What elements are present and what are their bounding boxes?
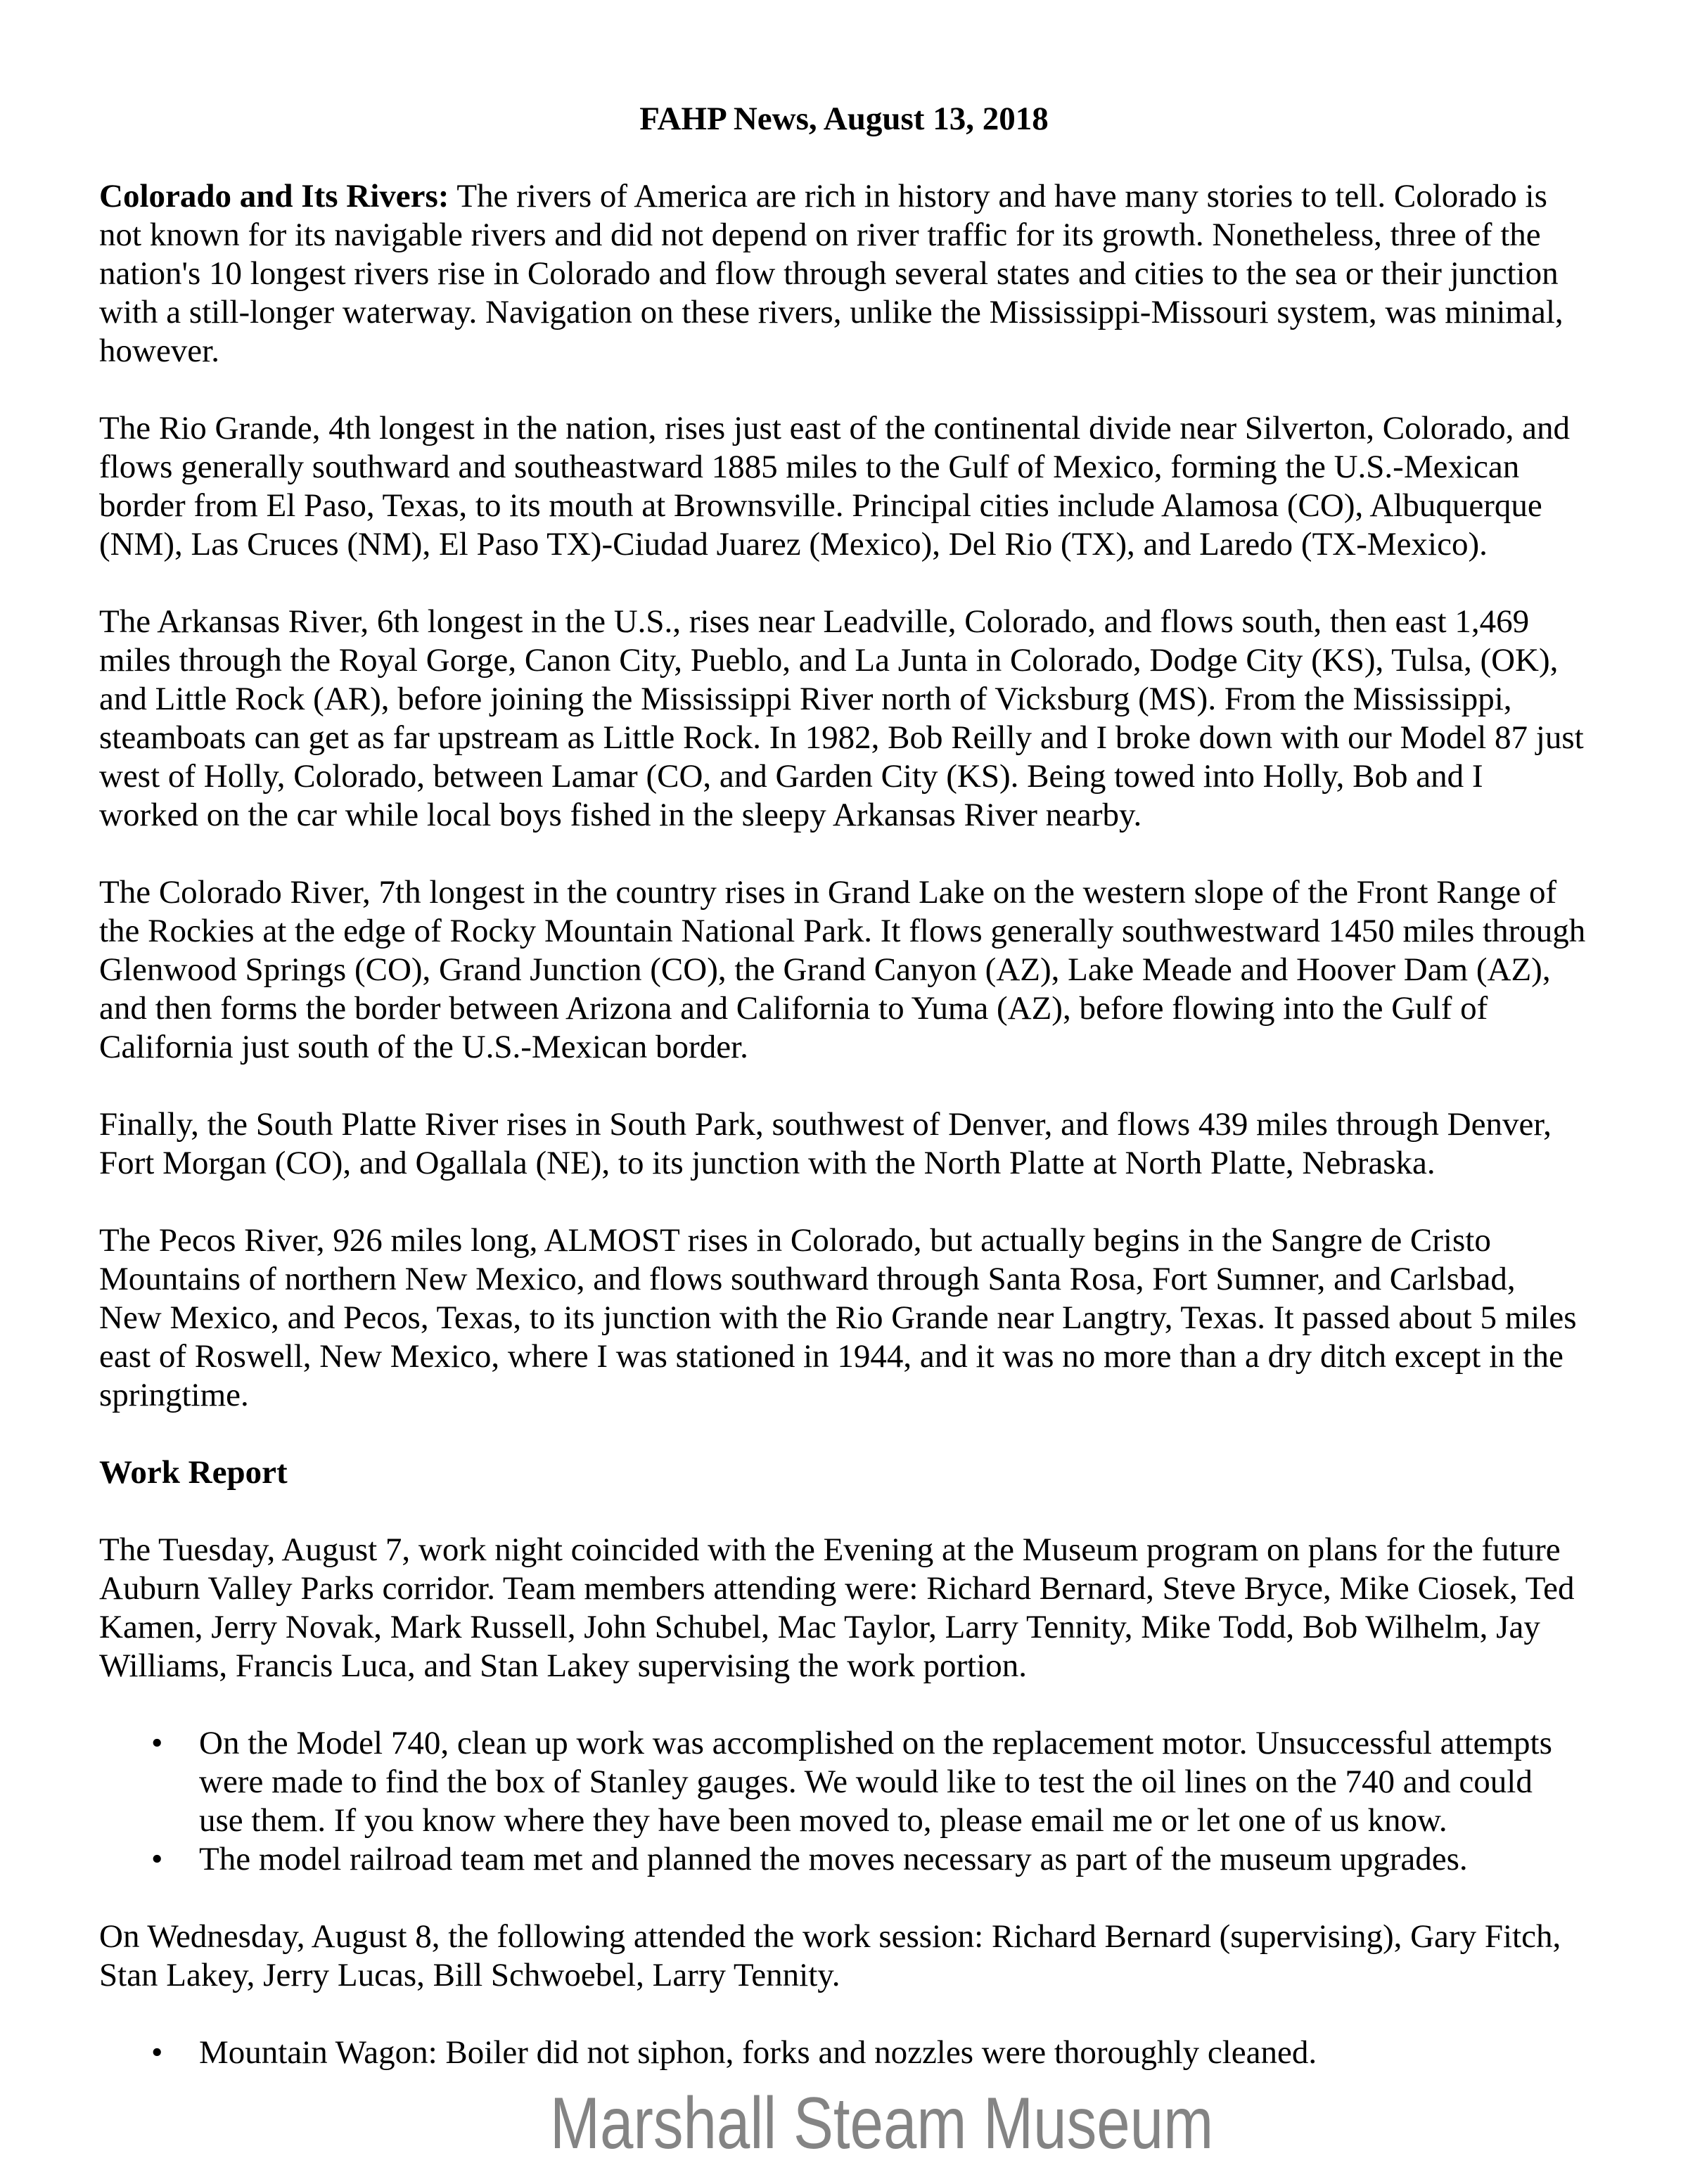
paragraph-line: California just south of the U.S.-Mexican border.	[99, 1029, 748, 1065]
paragraph-spacer	[99, 835, 1604, 873]
paragraph-line: worked on the car while local boys fished in the sleepy Arkansas River nearby.	[99, 797, 1142, 833]
paragraph-line: The Colorado River, 7th longest in the country rises in Grand Lake on the western slope of the Front Range of	[99, 874, 1557, 911]
paragraph-line: nation's 10 longest rivers rise in Colorado and flow through several states and cities to the sea or their junction	[99, 255, 1559, 292]
paragraph-spacer	[99, 1067, 1604, 1105]
paragraph-line: Glenwood Springs (CO), Grand Junction (CO), the Grand Canyon (AZ), Lake Meade and Hoover Dam (AZ),	[99, 951, 1551, 988]
paragraph-line: border from El Paso, Texas, to its mouth at Brownsville. Principal cities include Alamosa (CO), Albuquerque	[99, 487, 1542, 524]
paragraph-spacer	[99, 564, 1604, 603]
bullet-item	[99, 1840, 1604, 1879]
paragraph	[99, 1221, 1604, 1415]
wednesday-paragraph	[99, 1918, 1604, 1995]
watermark: Marshall Steam Museum	[550, 2083, 1214, 2164]
bullet-line: Mountain Wagon: Boiler did not siphon, forks and nozzles were thoroughly cleaned.	[199, 2034, 1317, 2071]
paragraph-line: The Arkansas River, 6th longest in the U.S., rises near Leadville, Colorado, and flows south, then east 1,469	[99, 603, 1530, 640]
intro-paragraph	[99, 177, 1604, 371]
paragraph-line: steamboats can get as far upstream as Little Rock. In 1982, Bob Reilly and I broke down with our Model 87 just	[99, 719, 1584, 756]
paragraph-line: The rivers of America are rich in history and have many stories to tell. Colorado is	[449, 178, 1547, 214]
paragraph-line: miles through the Royal Gorge, Canon City, Pueblo, and La Junta in Colorado, Dodge City (KS), Tulsa, (OK),	[99, 642, 1559, 679]
paragraph-line: east of Roswell, New Mexico, where I was stationed in 1944, and it was no more than a dry ditch except in the	[99, 1338, 1564, 1375]
bullet-line: were made to find the box of Stanley gauges. We would like to test the oil lines on the 740 and could	[199, 1764, 1533, 1800]
paragraph-line: flows generally southward and southeastward 1885 miles to the Gulf of Mexico, forming the U.S.-Mexican	[99, 449, 1520, 485]
bullet-line: The model railroad team met and planned the moves necessary as part of the museum upgrades.	[199, 1841, 1468, 1877]
newsletter-title: FAHP News, August 13, 2018	[639, 101, 1049, 137]
paragraph-line: Kamen, Jerry Novak, Mark Russell, John Schubel, Mac Taylor, Larry Tennity, Mike Todd, Bob Wilhelm, Jay	[99, 1609, 1540, 1645]
tuesday-bullet-list	[99, 1724, 1604, 1879]
paragraph-line: and Little Rock (AR), before joining the Mississippi River north of Vicksburg (MS). From the Mississippi,	[99, 681, 1512, 717]
paragraph-line: New Mexico, and Pecos, Texas, to its junction with the Rio Grande near Langtry, Texas. It passed about 5 miles	[99, 1299, 1577, 1336]
bullet-item	[99, 2034, 1604, 2072]
paragraph-line: (NM), Las Cruces (NM), El Paso TX)-Ciudad Juarez (Mexico), Del Rio (TX), and Laredo (TX-Mexico).	[99, 526, 1488, 563]
bullet-icon: •	[151, 1841, 163, 1877]
paragraph-line: Fort Morgan (CO), and Ogallala (NE), to its junction with the North Platte at North Platte, Nebraska.	[99, 1145, 1436, 1181]
bullet-icon: •	[151, 2034, 163, 2071]
section-heading-work-report: Work Report	[99, 1454, 288, 1491]
paragraph-line: the Rockies at the edge of Rocky Mountain National Park. It flows generally southwestward 1450 miles through	[99, 913, 1586, 949]
paragraph-spacer	[99, 371, 1604, 409]
bullet-line: On the Model 740, clean up work was accomplished on the replacement motor. Unsuccessful attempts	[199, 1725, 1552, 1761]
wednesday-bullet-list	[99, 2034, 1604, 2072]
paragraph	[99, 873, 1604, 1067]
bullet-line: use them. If you know where they have been moved to, please email me or let one of us know.	[199, 1802, 1447, 1839]
newsletter-page	[99, 100, 1604, 2072]
paragraph-line: The Rio Grande, 4th longest in the nation, rises just east of the continental divide near Silverton, Colorado, and	[99, 410, 1571, 447]
paragraph-line: The Tuesday, August 7, work night coincided with the Evening at the Museum program on plans for the future	[99, 1531, 1561, 1568]
paragraph-line: Mountains of northern New Mexico, and flows southward through Santa Rosa, Fort Sumner, and Carlsbad,	[99, 1261, 1516, 1297]
paragraph-line: springtime.	[99, 1377, 249, 1413]
paragraph-line: Williams, Francis Luca, and Stan Lakey supervising the work portion.	[99, 1647, 1028, 1684]
paragraph-spacer	[99, 1183, 1604, 1221]
paragraph	[99, 409, 1604, 564]
tuesday-paragraph	[99, 1531, 1604, 1685]
paragraph-line: Auburn Valley Parks corridor. Team members attending were: Richard Bernard, Steve Bryce, Mike Ciosek, Ted	[99, 1570, 1575, 1607]
paragraph	[99, 603, 1604, 835]
paragraph-line: On Wednesday, August 8, the following attended the work session: Richard Bernard (supervising), Gary Fitch,	[99, 1918, 1561, 1955]
bullet-icon: •	[151, 1725, 163, 1761]
bullet-item	[99, 1724, 1604, 1840]
paragraph-line: The Pecos River, 926 miles long, ALMOST rises in Colorado, but actually begins in the Sangre de Cristo	[99, 1222, 1491, 1259]
paragraph	[99, 1105, 1604, 1183]
paragraph-line: Finally, the South Platte River rises in South Park, southwest of Denver, and flows 439 miles through Denver,	[99, 1106, 1552, 1143]
section-heading-rivers: Colorado and Its Rivers:	[99, 178, 449, 214]
paragraph-line: west of Holly, Colorado, between Lamar (CO, and Garden City (KS). Being towed into Holly, Bob and I	[99, 758, 1483, 795]
paragraph-line: not known for its navigable rivers and did not depend on river traffic for its growth. Nonetheless, three of the	[99, 217, 1541, 253]
paragraph-line: however.	[99, 333, 219, 369]
paragraph-line: and then forms the border between Arizona and California to Yuma (AZ), before flowing into the Gulf of	[99, 990, 1488, 1027]
paragraph-line: Stan Lakey, Jerry Lucas, Bill Schwoebel, Larry Tennity.	[99, 1957, 840, 1993]
paragraph-line: with a still-longer waterway. Navigation on these rivers, unlike the Mississippi-Missouri system, was minimal,	[99, 294, 1564, 330]
